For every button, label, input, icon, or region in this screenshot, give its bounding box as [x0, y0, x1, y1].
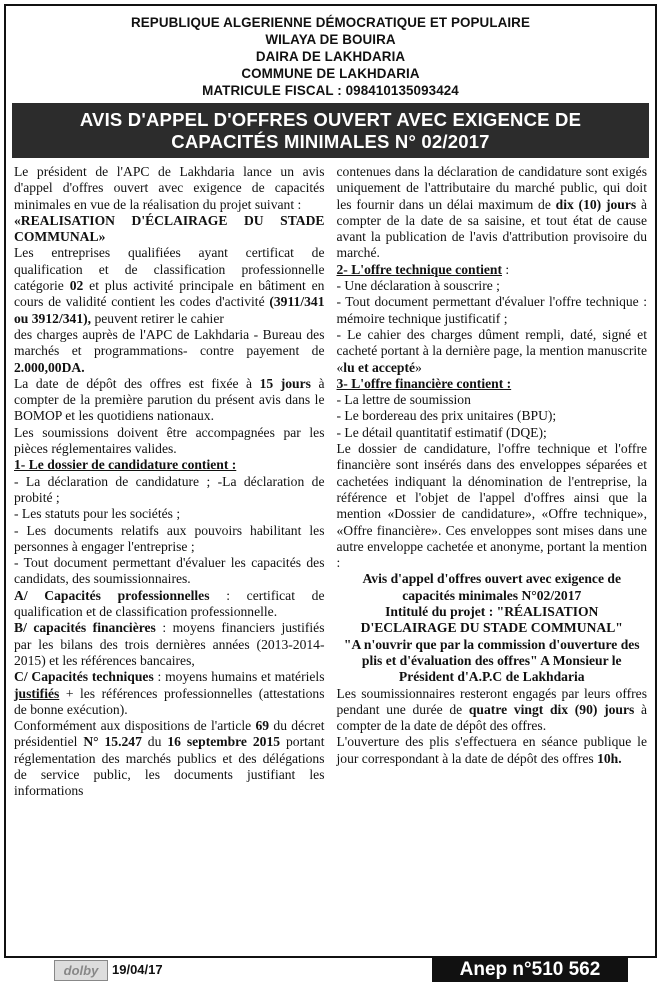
publication-date: 19/04/17: [112, 962, 163, 977]
list-item: - Les statuts pour les sociétés ;: [14, 506, 181, 522]
left-column: [14, 164, 325, 800]
title-line-1: AVIS D'APPEL D'OFFRES OUVERT AVEC EXIGENCE DE: [79, 109, 582, 130]
list-item: - Tout document permettant d'évaluer les capacités des candidats, des soumissionnaires.: [14, 555, 325, 587]
list-item: - Tout document permettant d'évaluer l'offre technique : mémoire technique justificatif ;: [336, 294, 647, 326]
header-line-wilaya: WILAYA DE BOUIRA: [265, 32, 396, 47]
section-candidature-heading: 1- Le dossier de candidature contient :: [14, 457, 237, 473]
capacity-financial: B/ capacités financières : moyens financiers justifiés par les bilans des trois dernières années (2013-2014-2015) et les références bancaires,: [14, 620, 325, 668]
mention-commission: "A n'ouvrir que par la commission d'ouverture des plis et d'évaluation des offres" A Monsieur le Président d'A.P.C de Lakhdaria: [343, 636, 640, 685]
right-column: [337, 164, 648, 800]
section-technical-heading: 2- L'offre technique contient :: [336, 261, 510, 277]
qualification-paragraph: Les entreprises qualifiées ayant certificat de qualification et de classification professionnelle catégorie 02 et plus activité principale en bâtiment en cours de validité contient les codes d'activité (3911/341 ou 3912/341), peuvent retirer le cahier: [14, 245, 325, 326]
capacity-technical: C/ Capacités techniques : moyens humains et matériels justifiés + les références professionnelles (attestations de bonne exécution).: [14, 669, 325, 717]
project-title: «REALISATION D'ÉCLAIRAGE DU STADE COMMUNAL»: [14, 212, 325, 245]
list-item: - Le détail quantitatif estimatif (DQE);: [336, 424, 547, 440]
attributaire-paragraph: contenues dans la déclaration de candidature sont exigés uniquement de l'attributaire du marché public, qui doit les fournir dans un délai maximum de dix (10) jours à compter de la date de sa saisine, et tout état de cause avant la publication de l'avis d'attribution provisoire du marché.: [336, 164, 647, 261]
header-line-daira: DAIRA DE LAKHDARIA: [255, 49, 406, 64]
header-line-matricule: MATRICULE FISCAL : 098410135093424: [202, 83, 459, 98]
anep-reference: Anep n°510 562: [432, 958, 628, 982]
capacity-professional: A/ Capacités professionnelles : certificat de qualification et de classification professionnelle.: [14, 587, 325, 620]
body-columns: [6, 158, 655, 800]
list-item: - La lettre de soumission: [336, 392, 471, 408]
payment-paragraph: des charges auprès de l'APC de Lakhdaria - Bureau des marchés et programmations- contre payement de 2.000,00DA.: [14, 326, 325, 375]
list-item: - Le bordereau des prix unitaires (BPU);: [336, 408, 557, 424]
title-line-2: CAPACITÉS MINIMALES N° 02/2017: [171, 131, 490, 152]
header-block: [6, 6, 655, 99]
deposit-paragraph: La date de dépôt des offres est fixée à 15 jours à compter de la première parution du présent avis dans le BOMOP et les quotidiens nationaux.: [14, 375, 325, 424]
dolby-logo: dolby: [54, 960, 108, 981]
validity-paragraph: Les soumissionnaires resteront engagés par leurs offres pendant une durée de quatre vingt dix (90) jours à compter de la date de dépôt des offres.: [336, 685, 647, 734]
list-item: - Une déclaration à souscrire ;: [336, 278, 500, 294]
list-item: - Les documents relatifs aux pouvoirs habilitant les personnes à engager l'entreprise ;: [14, 522, 325, 554]
opening-paragraph: L'ouverture des plis s'effectuera en séance publique le jour correspondant à la date de dépôt des offres 10h.: [336, 734, 647, 766]
mention-notice: Avis d'appel d'offres ouvert avec exigence de capacités minimales N°02/2017: [362, 571, 621, 603]
section-financial-heading: 3- L'offre financière contient :: [336, 375, 512, 391]
documents-paragraph: Les soumissions doivent être accompagnées par les pièces réglementaires valides.: [14, 424, 325, 457]
decree-paragraph: Conformément aux dispositions de l'article 69 du décret présidentiel N° 15.247 du 16 septembre 2015 portant réglementation des marchés publics et des délégations de service public, les documents justifiant les informations: [14, 718, 325, 799]
intro-paragraph: Le président de l'APC de Lakhdaria lance un avis d'appel d'offres ouvert avec exigence de capacités minimales en vue de la réalisation du projet suivant :: [14, 164, 325, 212]
envelopes-paragraph: Le dossier de candidature, l'offre technique et l'offre financière sont insérés dans des enveloppes séparées et cachetées indiquant la dénomination de l'entreprise, la référence et l'objet de l'appel d'offres ainsi que la mention «Dossier de candidature», «Offre technique», «Offre financière». Ces enveloppes sont mises dans une autre enveloppe cachetée et anonyme, portant la mention :: [336, 441, 647, 571]
notice-frame: [4, 4, 657, 958]
title-bar: [12, 103, 649, 158]
footer: [0, 958, 663, 984]
header-line-republic: REPUBLIQUE ALGERIENNE DÉMOCRATIQUE ET POPULAIRE: [130, 15, 530, 30]
list-item: - La déclaration de candidature ; -La déclaration de probité ;: [14, 473, 325, 505]
mention-project: Intitulé du projet : "RÉALISATION D'ECLAIRAGE DU STADE COMMUNAL": [360, 604, 623, 636]
list-item: - Le cahier des charges dûment rempli, daté, signé et cacheté portant à la dernière page, la mention manuscrite «lu et accepté»: [336, 326, 647, 375]
header-line-commune: COMMUNE DE LAKHDARIA: [241, 66, 420, 81]
